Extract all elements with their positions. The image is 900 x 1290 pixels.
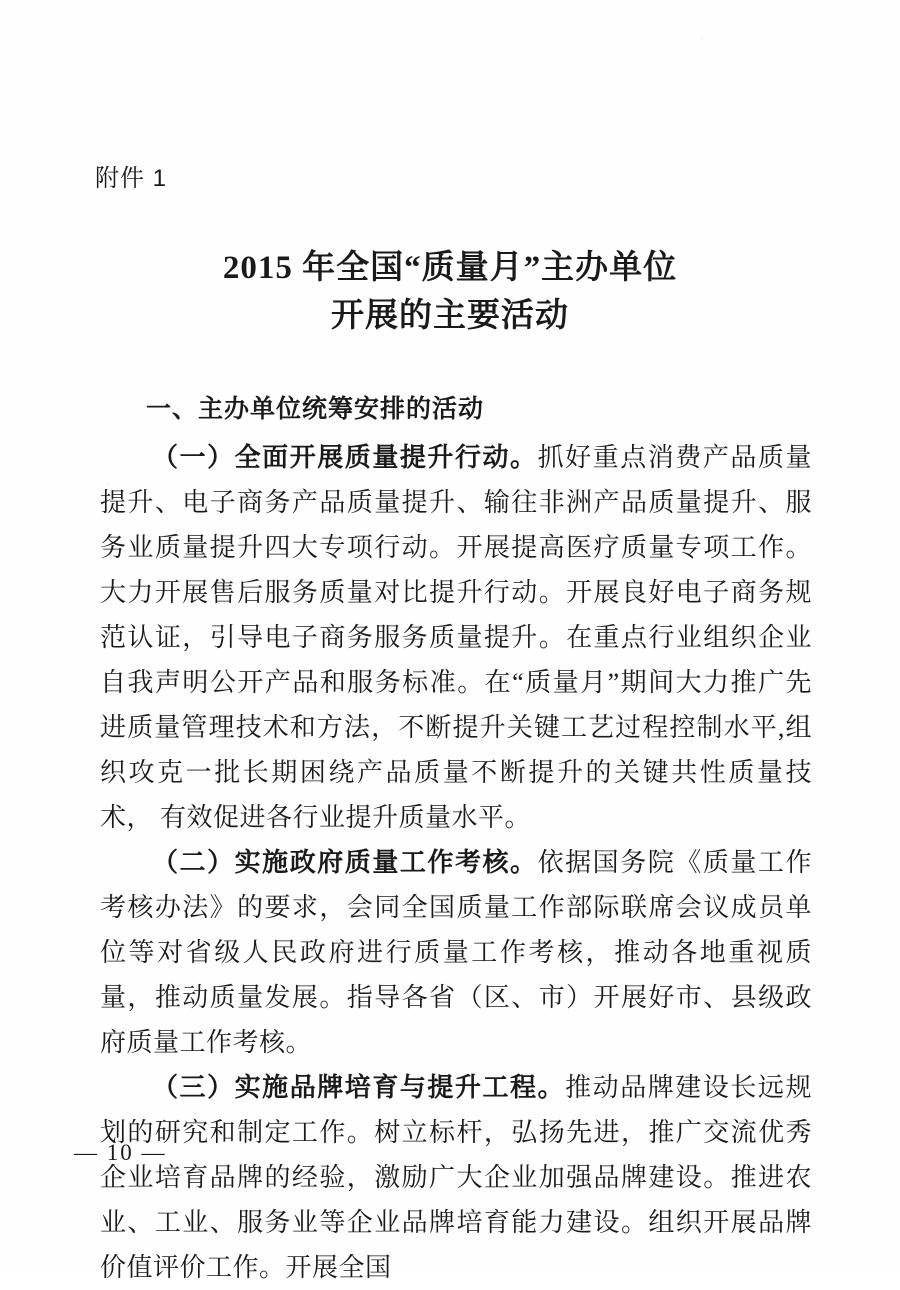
paragraph-3-body: 推动品牌建设长远规划的研究和制定工作。树立标杆，弘扬先进，推广交流优秀企业培育品牌的经验，激励广大企业加强品牌建设。推进农业、工业、服务业等企业品牌培育能力建设。组织开展品牌价值评价工作。开展全国	[100, 1073, 812, 1282]
paragraph-3	[100, 1065, 812, 1290]
paragraph-1-body: 抓好重点消费产品质量提升、电子商务产品质量提升、输往非洲产品质量提升、服务业质量提升四大专项行动。开展提高医疗质量专项工作。大力开展售后服务质量对比提升行动。开展良好电子商务规范认证，引导电子商务服务质量提升。在重点行业组织企业自我声明公开产品和服务标准。在“质量月”期间大力推广先进质量管理技术和方法，不断提升关键工艺过程控制水平,组织攻克一批长期困绕产品质量不断提升的关键共性质量技术， 有效促进各行业提升质量水平。	[100, 443, 812, 832]
paragraph-3-lead: （三）实施品牌培育与提升工程。	[152, 1073, 566, 1102]
document-body	[100, 388, 812, 1290]
section-heading: 一、主办单位统筹安排的活动	[146, 395, 485, 423]
paragraph-2-body: 依据国务院《质量工作考核办法》的要求，会同全国质量工作部际联席会议成员单位等对省级人民政府进行质量工作考核，推动各地重视质量，推动质量发展。指导各省（区、市）开展好市、县级政府质量工作考核。	[100, 848, 812, 1057]
paragraph-2	[100, 840, 812, 1065]
paragraph-1	[100, 435, 812, 840]
document-title	[0, 244, 900, 340]
document-title-line2: 开展的主要活动	[331, 298, 569, 334]
page-number: — 10 —	[74, 1140, 167, 1165]
paragraph-1-lead: （一）全面开展质量提升行动。	[152, 443, 538, 472]
document-title-line1: 2015 年全国“质量月”主办单位	[222, 250, 678, 286]
paragraph-2-lead: （二）实施政府质量工作考核。	[152, 848, 538, 877]
attachment-label: 附件 1	[95, 165, 168, 192]
